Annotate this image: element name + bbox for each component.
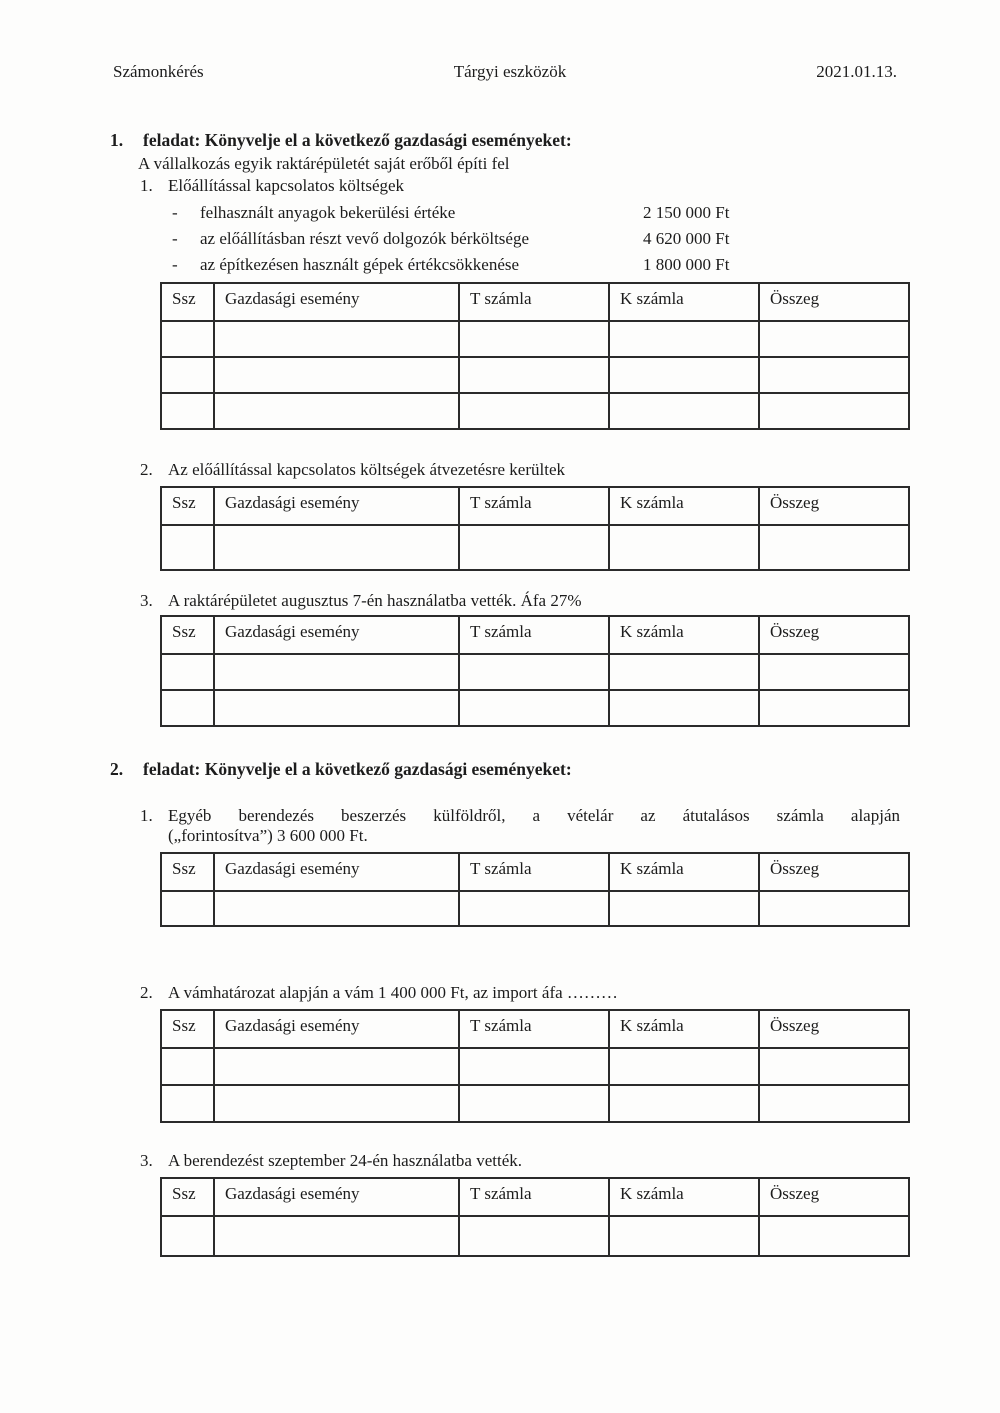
cost-row-materials [172, 200, 1000, 226]
cost-label: felhasznált anyagok bekerülési értéke [200, 203, 456, 222]
column-header-t-account: T számla [459, 487, 609, 525]
empty-cell [214, 1085, 459, 1122]
empty-cell [759, 891, 909, 926]
task1-item3 [140, 591, 1000, 611]
column-header-k-account: K számla [609, 1178, 759, 1216]
empty-cell [459, 1216, 609, 1256]
task2-item3-number: 3. [140, 1151, 153, 1170]
empty-cell [609, 357, 759, 393]
table-row [161, 1048, 909, 1085]
task1-item2-number: 2. [140, 460, 153, 479]
task2-item1-number: 1. [140, 806, 153, 825]
cost-row-wages [172, 226, 1000, 252]
empty-cell [161, 1085, 214, 1122]
task1-number: 1. [110, 130, 124, 150]
empty-cell [214, 525, 459, 570]
column-header-sum: Összeg [759, 283, 909, 321]
column-header-sum: Összeg [759, 1010, 909, 1048]
empty-cell [459, 393, 609, 429]
ledger-table-2-3 [160, 1177, 910, 1257]
column-header-ssz: Ssz [161, 1178, 214, 1216]
cost-amount: 4 620 000 Ft [643, 229, 730, 248]
empty-cell [759, 690, 909, 726]
empty-cell [459, 525, 609, 570]
empty-cell [759, 1216, 909, 1256]
column-header-ssz: Ssz [161, 283, 214, 321]
header-date: 2021.01.13. [816, 62, 897, 81]
column-header-event: Gazdasági esemény [214, 853, 459, 891]
header-topic: Tárgyi eszközök [453, 62, 567, 81]
task1-heading [110, 130, 1000, 151]
table-row [161, 393, 909, 429]
empty-cell [609, 654, 759, 690]
empty-cell [459, 357, 609, 393]
task2-heading [110, 759, 1000, 780]
task2-item1 [140, 806, 1000, 846]
column-header-k-account: K számla [609, 283, 759, 321]
task1-item3-number: 3. [140, 591, 153, 610]
column-header-t-account: T számla [459, 853, 609, 891]
task1-item3-text: A raktárépületet augusztus 7-én használatba vették. Áfa 27% [168, 591, 582, 610]
table-row [161, 525, 909, 570]
column-header-event: Gazdasági esemény [214, 487, 459, 525]
table-row [161, 690, 909, 726]
column-header-ssz: Ssz [161, 853, 214, 891]
empty-cell [759, 654, 909, 690]
task1-item1-number: 1. [140, 176, 153, 195]
cost-label: az építkezésen használt gépek értékcsökkenése [200, 255, 520, 274]
task2-item1-text [168, 806, 900, 846]
empty-cell [214, 357, 459, 393]
empty-cell [459, 1085, 609, 1122]
cost-row-depreciation [172, 252, 1000, 278]
column-header-event: Gazdasági esemény [214, 616, 459, 654]
column-header-sum: Összeg [759, 853, 909, 891]
empty-cell [161, 1048, 214, 1085]
dash-bullet: - [172, 255, 178, 274]
empty-cell [459, 690, 609, 726]
empty-cell [161, 1216, 214, 1256]
table-row [161, 321, 909, 357]
empty-cell [161, 321, 214, 357]
cost-list [0, 200, 1000, 278]
task1-item1-text: Előállítással kapcsolatos költségek [168, 176, 405, 195]
column-header-t-account: T számla [459, 283, 609, 321]
table-header-row [161, 616, 909, 654]
cost-amount: 2 150 000 Ft [643, 203, 730, 222]
empty-cell [214, 1048, 459, 1085]
cost-label: az előállításban részt vevő dolgozók bérköltsége [200, 229, 530, 248]
task2-item2-text: A vámhatározat alapján a vám 1 400 000 Ft, az import áfa ……… [168, 983, 618, 1002]
empty-cell [161, 525, 214, 570]
empty-cell [214, 321, 459, 357]
empty-cell [214, 891, 459, 926]
empty-cell [759, 1085, 909, 1122]
ledger-table-2-1 [160, 852, 910, 927]
empty-cell [459, 891, 609, 926]
task1-item1 [140, 176, 1000, 196]
empty-cell [759, 525, 909, 570]
column-header-event: Gazdasági esemény [214, 283, 459, 321]
column-header-sum: Összeg [759, 616, 909, 654]
task1-item2 [140, 460, 1000, 480]
ledger-table-1-3 [160, 615, 910, 727]
ledger-table-1-1 [160, 282, 910, 430]
empty-cell [759, 321, 909, 357]
empty-cell [609, 525, 759, 570]
empty-cell [759, 1048, 909, 1085]
dash-bullet: - [172, 229, 178, 248]
column-header-ssz: Ssz [161, 487, 214, 525]
empty-cell [161, 891, 214, 926]
empty-cell [161, 357, 214, 393]
empty-cell [609, 321, 759, 357]
document-header [0, 0, 1000, 82]
empty-cell [609, 393, 759, 429]
table-row [161, 1085, 909, 1122]
column-header-ssz: Ssz [161, 1010, 214, 1048]
table-row [161, 357, 909, 393]
table-row [161, 654, 909, 690]
empty-cell [214, 690, 459, 726]
column-header-k-account: K számla [609, 487, 759, 525]
table-header-row [161, 487, 909, 525]
task1-intro: A vállalkozás egyik raktárépületét saját erőből építi fel [138, 154, 510, 173]
column-header-k-account: K számla [609, 616, 759, 654]
table-header-row [161, 853, 909, 891]
ledger-table-1-2 [160, 486, 910, 571]
empty-cell [459, 321, 609, 357]
column-header-k-account: K számla [609, 1010, 759, 1048]
empty-cell [459, 654, 609, 690]
table-row [161, 891, 909, 926]
empty-cell [609, 1216, 759, 1256]
task1-item2-text: Az előállítással kapcsolatos költségek átvezetésre kerültek [168, 460, 565, 479]
empty-cell [609, 891, 759, 926]
column-header-event: Gazdasági esemény [214, 1010, 459, 1048]
empty-cell [214, 393, 459, 429]
empty-cell [609, 690, 759, 726]
table-header-row [161, 1178, 909, 1216]
cost-amount: 1 800 000 Ft [643, 255, 730, 274]
column-header-t-account: T számla [459, 616, 609, 654]
column-header-k-account: K számla [609, 853, 759, 891]
task2-item1-line1: Egyéb berendezés beszerzés külföldről, a vételár az átutalásos számla alapján [168, 806, 900, 825]
empty-cell [214, 1216, 459, 1256]
empty-cell [161, 654, 214, 690]
task2-title: feladat: Könyvelje el a következő gazdasági eseményeket: [143, 759, 572, 779]
empty-cell [161, 393, 214, 429]
table-header-row [161, 1010, 909, 1048]
column-header-sum: Összeg [759, 1178, 909, 1216]
task2-item3 [140, 1151, 1000, 1171]
column-header-t-account: T számla [459, 1010, 609, 1048]
ledger-table-2-2 [160, 1009, 910, 1123]
header-subject: Számonkérés [113, 62, 204, 81]
table-header-row [161, 283, 909, 321]
column-header-t-account: T számla [459, 1178, 609, 1216]
task2-number: 2. [110, 759, 124, 779]
empty-cell [759, 357, 909, 393]
empty-cell [459, 1048, 609, 1085]
empty-cell [609, 1085, 759, 1122]
column-header-ssz: Ssz [161, 616, 214, 654]
dash-bullet: - [172, 203, 178, 222]
task2-item2-number: 2. [140, 983, 153, 1002]
task2-item3-text: A berendezést szeptember 24-én használatba vették. [168, 1151, 523, 1170]
column-header-sum: Összeg [759, 487, 909, 525]
task2-item1-line2: („forintosítva”) 3 600 000 Ft. [168, 826, 368, 845]
empty-cell [609, 1048, 759, 1085]
table-row [161, 1216, 909, 1256]
column-header-event: Gazdasági esemény [214, 1178, 459, 1216]
empty-cell [214, 654, 459, 690]
empty-cell [759, 393, 909, 429]
task1-title: feladat: Könyvelje el a következő gazdasági eseményeket: [143, 130, 572, 150]
task2-item2 [140, 983, 1000, 1003]
empty-cell [161, 690, 214, 726]
